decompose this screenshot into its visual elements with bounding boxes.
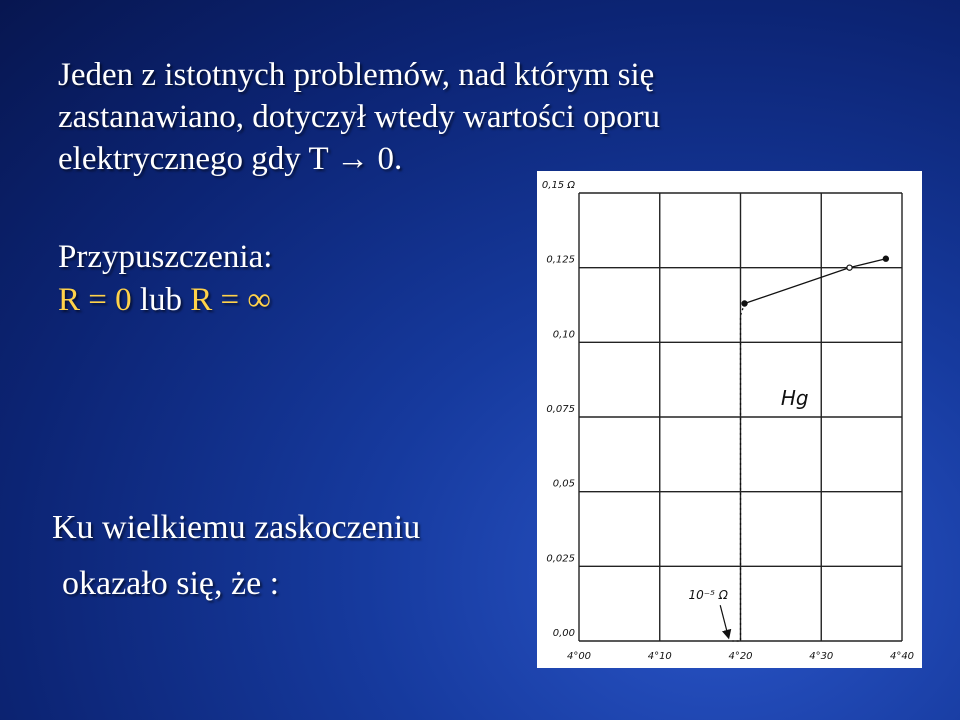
chart-svg	[537, 171, 922, 668]
y-tick-label: 0,125	[546, 254, 575, 266]
y-tick-label: 0,10	[552, 329, 575, 341]
x-tick-label: 4°00	[566, 651, 592, 662]
conclusion-line-1: Ku wielkiemu zaskoczeniu	[52, 509, 421, 546]
y-tick-label: 0,025	[546, 553, 575, 565]
annotation-arrow	[720, 605, 728, 637]
assumptions-values	[58, 279, 272, 322]
annotation-resistance-limit: 10⁻⁵ Ω	[688, 588, 728, 603]
title-line-1: Jeden z istotnych problemów, nad którym się	[58, 57, 655, 93]
title-line-2: zastanawiano, dotyczył wtedy wartości oporu	[58, 99, 661, 135]
assumptions-heading: Przypuszczenia:	[58, 239, 273, 275]
slide-title	[58, 54, 798, 180]
data-point	[847, 265, 852, 270]
series-line-dotted	[732, 304, 744, 641]
assumption-or: lub	[139, 282, 183, 318]
data-point	[883, 256, 888, 261]
y-tick-label: 0,05	[552, 478, 575, 490]
resistance-chart	[537, 171, 922, 668]
series-line-solid	[745, 259, 886, 304]
title-line-3: elektrycznego gdy T → 0.	[58, 141, 403, 177]
y-tick-label: 0,15 Ω	[541, 180, 575, 191]
assumptions-block	[58, 236, 272, 322]
y-tick-label: 0,00	[552, 628, 575, 639]
conclusion-line-2: okazało się, że :	[62, 565, 280, 602]
y-tick-label: 0,075	[546, 404, 575, 415]
x-tick-label: 4°30	[809, 651, 834, 662]
data-point	[742, 301, 747, 306]
x-tick-label: 4°10	[647, 651, 672, 662]
annotation-hg: Hg	[780, 386, 809, 411]
assumption-r-infinity: R = ∞	[190, 282, 271, 318]
conclusion-block	[52, 500, 420, 612]
x-tick-label: 4°20	[728, 651, 753, 662]
assumption-r-zero: R = 0	[58, 282, 132, 318]
x-tick-label: 4°40	[889, 651, 915, 662]
